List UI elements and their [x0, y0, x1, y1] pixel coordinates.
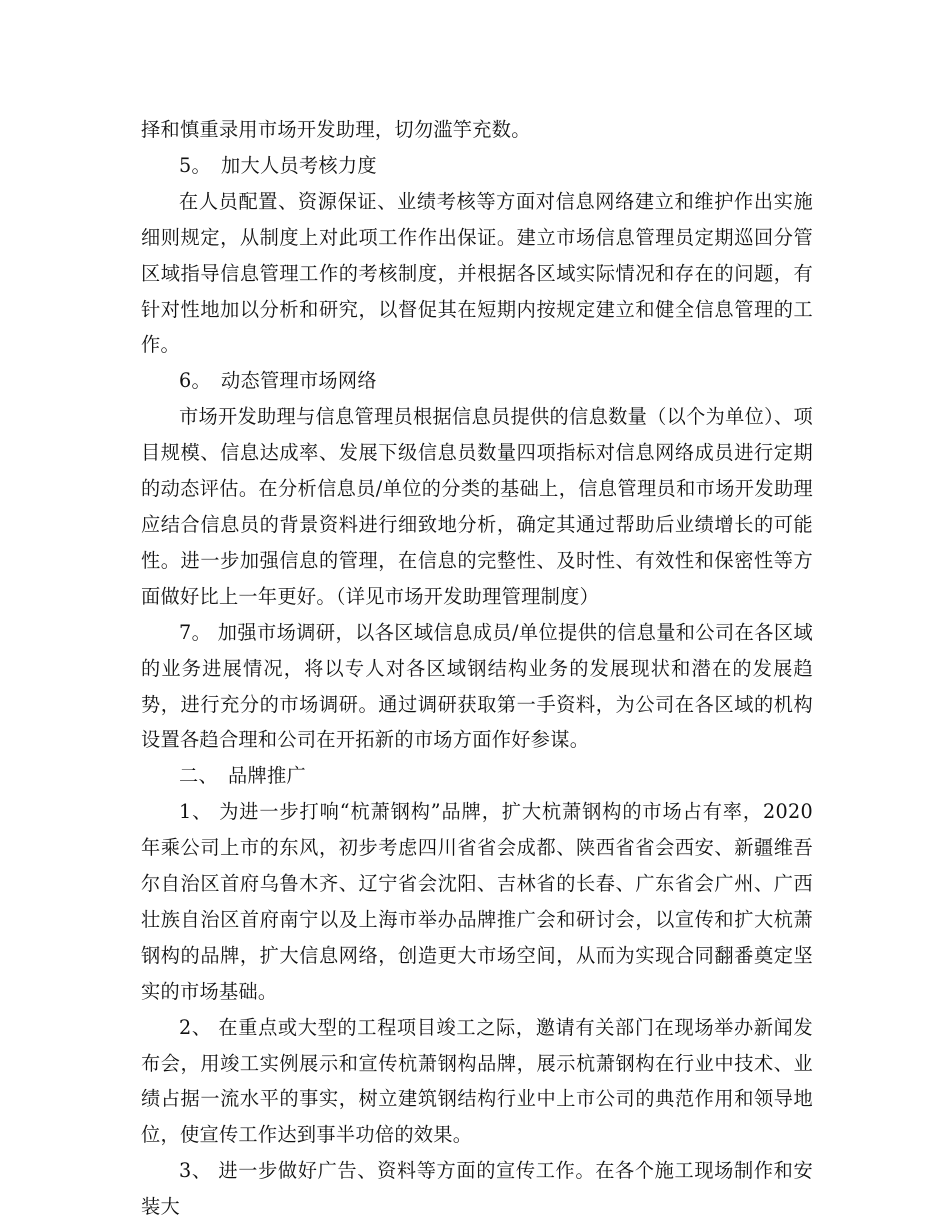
- heading-number: 5。: [179, 153, 211, 177]
- paragraph-brand-promotion-3: 3、 进一步做好广告、资料等方面的宣传工作。在各个施工现场制作和安装大: [141, 1159, 813, 1219]
- document-page: [141, 112, 813, 1225]
- heading-title: 品牌推广: [227, 764, 306, 788]
- heading-number: 6。: [179, 369, 211, 393]
- paragraph-assessment: 在人员配置、资源保证、业绩考核等方面对信息网络建立和维护作出实施细则规定，从制度上对此项工作作出保证。建立市场信息管理员定期巡回分管区域指导信息管理工作的考核制度，并根据各区域实际情况和存在的问题，有针对性地加以分析和研究，以督促其在短期内按规定建立和健全信息管理的工作。: [141, 189, 813, 357]
- heading-title: 动态管理市场网络: [221, 369, 377, 393]
- paragraph-brand-promotion-2: 2、 在重点或大型的工程项目竣工之际，邀请有关部门在现场举办新闻发布会，用竣工实例展示和宣传杭萧钢构品牌，展示杭萧钢构在行业中技术、业绩占据一流水平的事实，树立建筑钢结构行业中上市公司的典范作用和领导地位，使宣传工作达到事半功倍的效果。: [141, 1015, 813, 1147]
- paragraph-continuation: 择和慎重录用市场开发助理，切勿滥竽充数。: [141, 118, 531, 141]
- paragraph-market-research: 7。 加强市场调研，以各区域信息成员/单位提供的信息量和公司在各区域的业务进展情况，将以专人对各区域钢结构业务的发展现状和潜在的发展趋势，进行充分的市场调研。通过调研获取第一手资料，为公司在各区域的机构设置各趋合理和公司在开拓新的市场方面作好参谋。: [141, 620, 813, 752]
- heading-number: 二、: [179, 764, 218, 788]
- paragraph-brand-promotion-1: 1、 为进一步打响“杭萧钢构”品牌，扩大杭萧钢构的市场占有率，2020年乘公司上市的东风，初步考虑四川省省会成都、陕西省省会西安、新疆维吾尔自治区首府乌鲁木齐、辽宁省会沈阳、吉林省的长春、广东省会广州、广西壮族自治区首府南宁以及上海市举办品牌推广会和研讨会，以宣传和扩大杭萧钢构的品牌，扩大信息网络，创造更大市场空间，从而为实现合同翻番奠定坚实的市场基础。: [141, 800, 813, 1003]
- paragraph-dynamic-management: 市场开发助理与信息管理员根据信息员提供的信息数量（以个为单位）、项目规模、信息达成率、发展下级信息员数量四项指标对信息网络成员进行定期的动态评估。在分析信息员/单位的分类的基础上，信息管理员和市场开发助理应结合信息员的背景资料进行细致地分析，确定其通过帮助后业绩增长的可能性。进一步加强信息的管理，在信息的完整性、及时性、有效性和保密性等方面做好比上一年更好。（详见市场开发助理管理制度）: [141, 405, 813, 608]
- heading-title: 加大人员考核力度: [221, 153, 377, 177]
- section-heading-5: [141, 148, 813, 184]
- section-heading-6: [141, 363, 813, 399]
- section-heading-brand: [141, 758, 813, 794]
